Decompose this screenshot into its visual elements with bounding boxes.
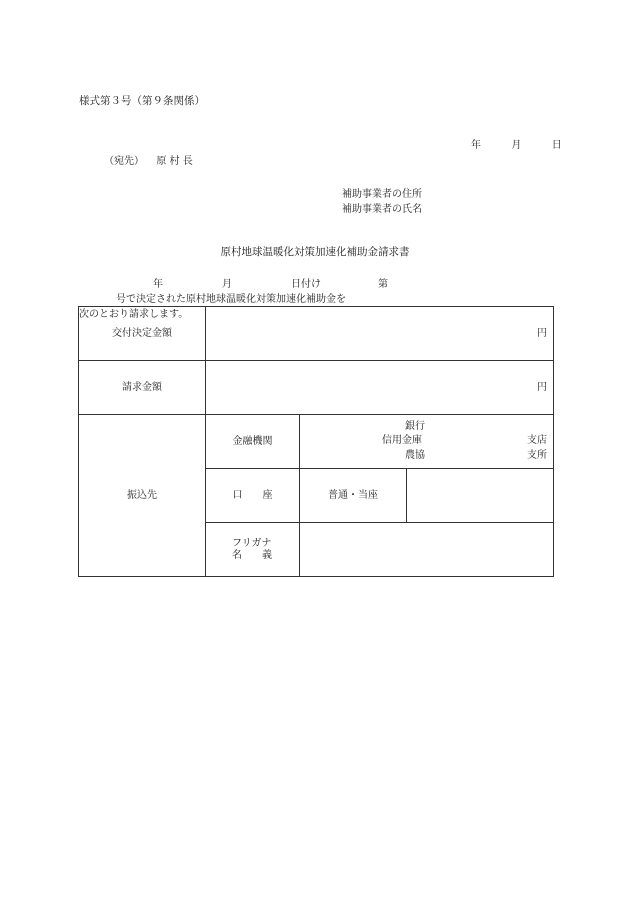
account-type-field[interactable]: 普通・当座: [300, 469, 407, 523]
addressee-name: 原 村 長: [156, 156, 193, 167]
statement-number-prefix: 第: [378, 279, 388, 290]
date-year: 年: [471, 140, 481, 151]
request-amount-row: [79, 361, 554, 415]
yen-unit: 円: [537, 381, 548, 393]
applicant-address-label: 補助事業者の住所: [342, 189, 422, 200]
account-holder-field[interactable]: [300, 523, 554, 577]
transfer-label: 振込先: [79, 415, 206, 577]
decision-amount-row: [79, 307, 554, 361]
form-number: 様式第３号（第９条関係）: [79, 95, 205, 107]
decision-amount-field[interactable]: [206, 307, 554, 361]
statement-line-1-rest: 号で決定された原村地球温暖化対策加速化補助金を: [116, 294, 346, 305]
yen-unit: 円: [537, 327, 548, 339]
account-label: 口 座: [206, 469, 300, 523]
account-holder-label: [206, 523, 300, 577]
credit-union-label: 信用金庫: [382, 435, 422, 446]
financial-institution-label: 金融機関: [206, 415, 300, 469]
branch-label: 支店: [527, 435, 548, 446]
date-day: 日: [551, 140, 562, 151]
decision-amount-label: 交付決定金額: [79, 307, 206, 361]
statement-line-2: 次のとおり請求します。: [79, 309, 189, 320]
agri-coop-label: 農協: [405, 450, 425, 461]
request-amount-field[interactable]: [206, 361, 554, 415]
branch-office-label: 支所: [527, 450, 548, 461]
financial-institution-row: [79, 415, 554, 469]
document-title: 原村地球温暖化対策加速化補助金請求書: [220, 246, 410, 258]
applicant-block: [342, 187, 422, 217]
name-label: 名 義: [232, 549, 272, 561]
furigana-label: フリガナ: [232, 537, 272, 549]
bank-label: 銀行: [405, 421, 425, 432]
applicant-name-label: 補助事業者の氏名: [342, 204, 422, 215]
financial-institution-field[interactable]: [300, 415, 554, 469]
statement-dated: 日付け: [291, 279, 321, 290]
request-amount-label: 請求金額: [79, 361, 206, 415]
addressee-prefix: （宛先）: [104, 156, 144, 167]
statement-line-1: [79, 277, 555, 307]
addressee: [104, 157, 193, 167]
statement-month: 月: [222, 279, 232, 290]
request-form-table: [78, 306, 554, 577]
account-number-field[interactable]: [407, 469, 554, 523]
statement-year: 年: [153, 279, 163, 290]
date-line: [471, 141, 562, 151]
date-month: 月: [511, 140, 522, 151]
